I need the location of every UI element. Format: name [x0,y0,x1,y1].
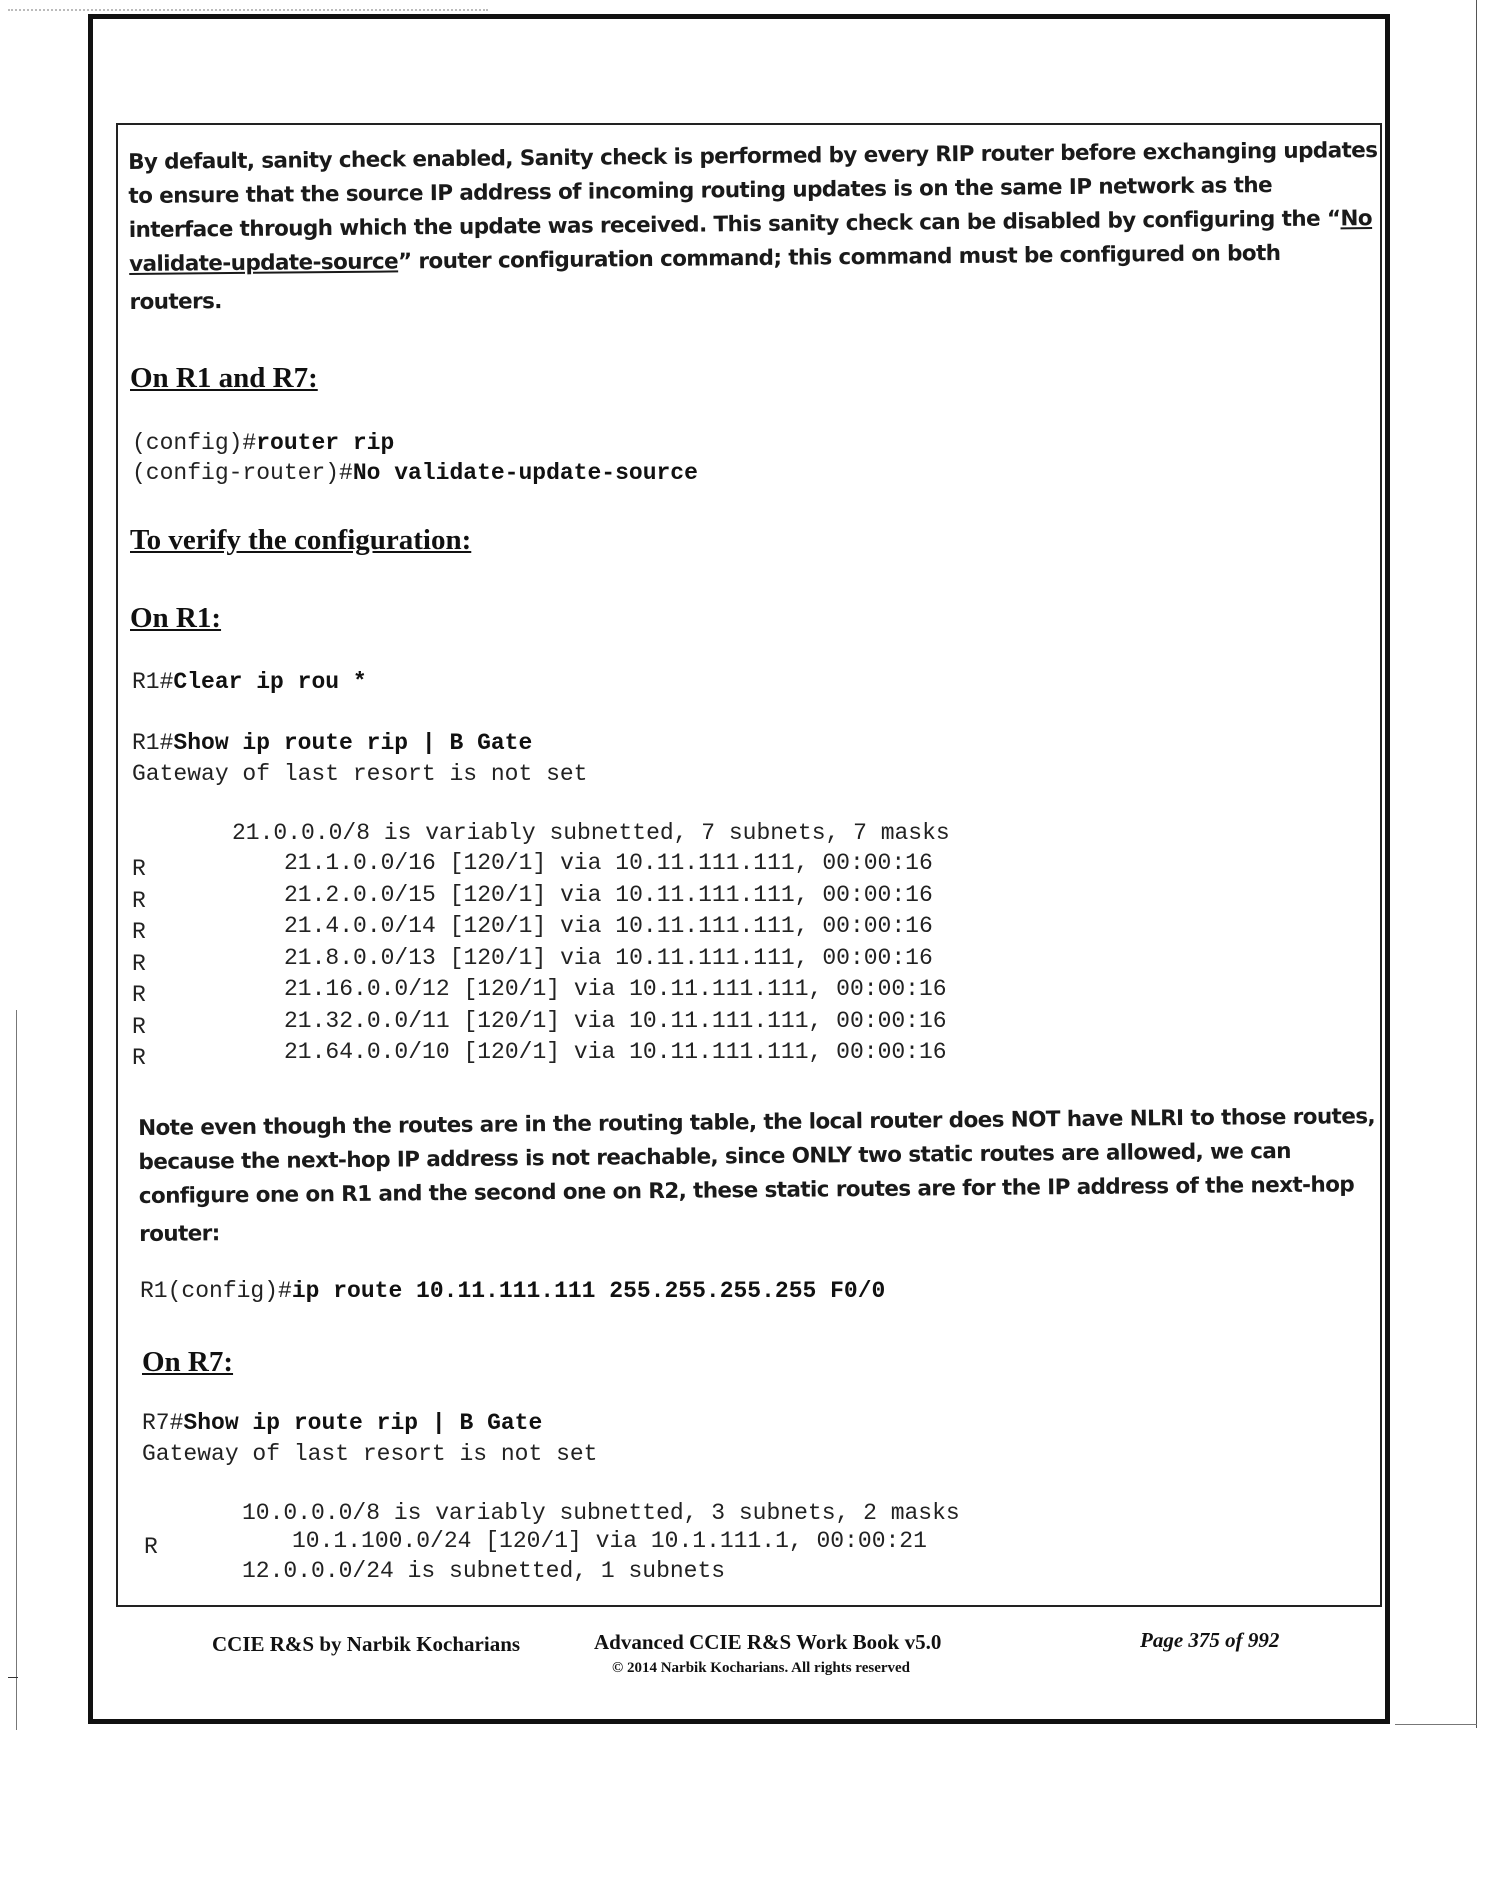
note-line: Note even though the routes are in the routing table, the local router does NOT have NLRI to those routes, [138,1104,1376,1141]
page-number: Page 375 of 992 [1140,1628,1280,1652]
route-via: via 10.11.111.111, [573,976,823,1002]
route-via: via 10.11.111.111, [573,1007,823,1034]
section-heading: On R1: [130,602,222,634]
command-reference: No [1340,206,1373,232]
route-via: via 10.11.111.111, [560,881,809,908]
route-entry [284,848,933,879]
route-metric: [120/1] [449,913,547,939]
route-code: R [132,887,146,914]
route-prefix: 21.64.0.0/10 [284,1039,450,1065]
route-entry [284,974,947,1005]
route-code: R [144,1534,158,1560]
cli-output: 12.0.0.0/24 is subnetted, 1 subnets [242,1558,726,1584]
route-code: R [132,919,146,945]
footer-book-title: Advanced CCIE R&S Work Book v5.0 [594,1630,942,1654]
route-metric: [120/1] [463,1039,561,1065]
footer-copyright: © 2014 Narbik Kocharians. All rights reserved [612,1660,911,1676]
route-code: R [132,982,146,1008]
route-code: R [132,950,146,977]
footer-author: CCIE R&S by Narbik Kocharians [212,1632,521,1656]
route-age: 00:00:16 [822,913,933,939]
route-code: R [132,856,146,882]
section-heading: To verify the configuration: [130,524,472,556]
note-paragraph [138,1104,1388,1252]
route-age: 00:00:16 [822,881,933,908]
intro-line: By default, sanity check enabled, Sanity check is performed by every RIP router before exchanging updates [128,138,1378,175]
command-reference: validate-update-source [129,249,399,277]
route-prefix: 21.8.0.0/13 [284,944,436,971]
cli-command: R1#Clear ip rou * [132,669,367,695]
intro-paragraph [128,138,1378,320]
route-code: R [132,1045,146,1071]
route-prefix: 21.2.0.0/15 [284,881,436,908]
route-entry [284,911,933,942]
scan-artifact-left-edge [16,1010,17,1730]
intro-line: routers. [129,289,222,315]
route-prefix: 21.1.0.0/16 [284,850,436,876]
scan-artifact-top [8,9,488,11]
intro-line: to ensure that the source IP address of incoming routing updates is on the same IP network as the [128,173,1273,209]
route-age: 00:00:16 [836,1039,947,1065]
route-age: 00:00:16 [822,850,933,876]
route-via: via 10.11.111.111, [560,913,809,939]
route-entry [284,1006,947,1037]
route-via: via 10.11.111.111, [560,850,809,876]
route-entry: 10.1.100.0/24 [120/1] via 10.1.111.1, 00:00:21 [292,1528,927,1554]
route-age: 00:00:16 [836,976,947,1002]
config-command: R1(config)#ip route 10.11.111.111 255.255.255.255 F0/0 [140,1278,886,1304]
route-prefix: 21.32.0.0/11 [284,1007,450,1034]
route-age: 00:00:16 [836,1007,947,1034]
cli-output: 21.0.0.0/8 is variably subnetted, 7 subnets, 7 masks [232,820,950,846]
scan-artifact-bottom [1395,1724,1477,1725]
route-age: 00:00:16 [822,944,933,971]
note-line: because the next-hop IP address is not reachable, since ONLY two static routes are allowed, we can [138,1138,1292,1175]
route-code: R [132,1013,146,1040]
scan-artifact-tick [8,1677,18,1678]
cli-command: R1#Show ip route rip | B Gate [132,730,533,756]
note-line: router: [139,1221,220,1247]
cli-output: Gateway of last resort is not set [142,1441,598,1467]
route-entry [284,1037,947,1068]
cli-output: 10.0.0.0/8 is variably subnetted, 3 subnets, 2 masks [242,1500,960,1526]
route-metric: [120/1] [449,944,547,971]
config-command: (config-router)#No validate-update-source [132,460,698,486]
section-heading: On R1 and R7: [130,362,318,394]
cli-output: Gateway of last resort is not set [132,761,588,787]
route-via: via 10.11.111.111, [573,1039,823,1065]
config-command: (config)#router rip [132,430,395,456]
route-metric: [120/1] [463,976,561,1002]
route-metric: [120/1] [449,850,547,876]
note-line: configure one on R1 and the second one on R2, these static routes are for the IP address of the next-hop [138,1172,1355,1209]
route-entry [284,943,933,974]
section-heading: On R7: [142,1346,234,1378]
cli-command: R7#Show ip route rip | B Gate [142,1410,543,1436]
scan-artifact-right-edge [1476,0,1477,1728]
route-prefix: 21.4.0.0/14 [284,913,436,939]
route-via: via 10.11.111.111, [560,944,809,971]
route-prefix: 21.16.0.0/12 [284,976,450,1002]
intro-line: interface through which the update was received. This sanity check can be disabled by configuring the “No [128,206,1373,243]
intro-line: validate-update-source” router configuration command; this command must be configured on both [129,240,1281,277]
route-metric: [120/1] [449,881,547,908]
route-entry [284,880,933,911]
route-metric: [120/1] [463,1007,561,1034]
